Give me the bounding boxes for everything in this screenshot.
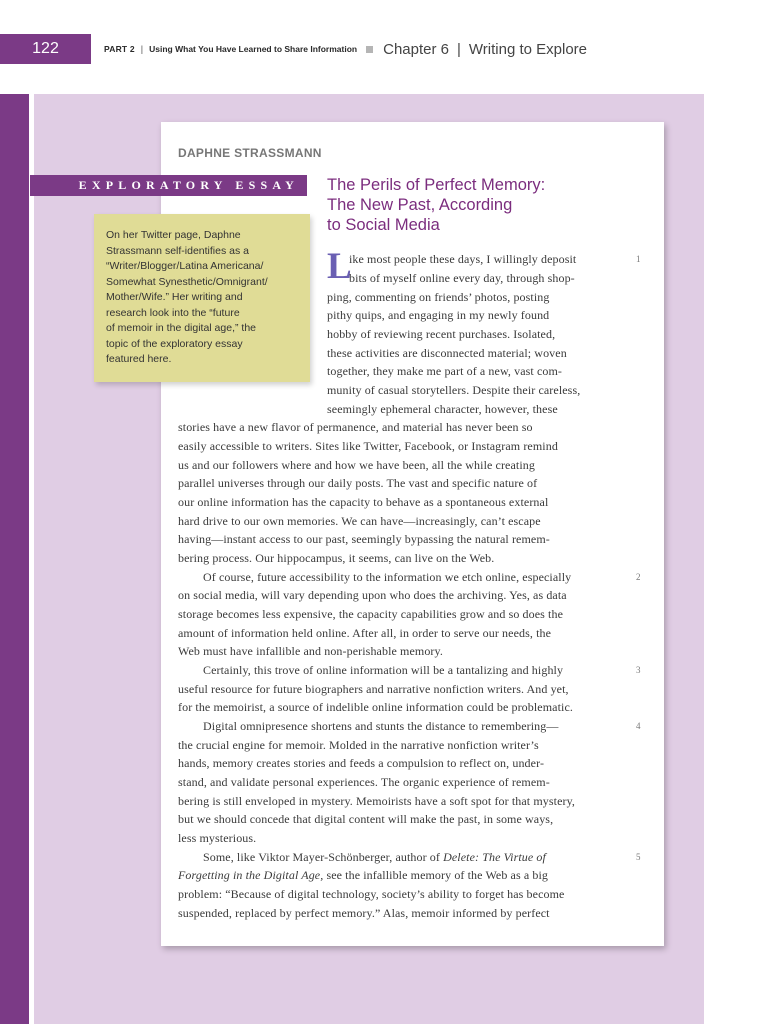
note-line: Somewhat Synesthetic/Omnigrant/ xyxy=(106,275,268,288)
body-line: amount of information held online. After all, in order to serve our needs, the xyxy=(178,626,552,640)
body-line: Certainly, this trove of online information will be a tantalizing and highly xyxy=(203,663,564,677)
body-line: ping, commenting on friends’ photos, posting xyxy=(327,290,550,304)
body-line: Of course, future accessibility to the information we etch online, especially xyxy=(203,570,572,584)
chapter-label: Chapter 6 xyxy=(383,40,449,58)
body-line: us and our followers where and how we have been, all the while creating xyxy=(178,458,535,472)
body-line: the crucial engine for memoir. Molded in the narrative nonfiction writer’s xyxy=(178,738,539,752)
body-line: suspended, replaced by perfect memory.” Alas, memoir informed by perfect xyxy=(178,906,550,920)
body-line: problem: “Because of digital technology, society’s ability to forget has become xyxy=(178,887,565,901)
drop-cap: L xyxy=(327,246,352,287)
title-line: The New Past, According xyxy=(327,196,513,214)
paragraph-number: 4 xyxy=(636,721,641,731)
body-line: stories have a new flavor of permanence, and material has never been so xyxy=(178,420,533,434)
note-line: research look into the “future xyxy=(106,306,240,319)
note-line: Strassmann self-identifies as a xyxy=(106,244,249,257)
body-line: bering is still enveloped in mystery. Memoirists have a soft spot for that mystery, xyxy=(178,794,576,808)
body-line: easily accessible to writers. Sites like Twitter, Facebook, or Instagram remind xyxy=(178,439,558,453)
body-line: storage becomes less expensive, the capacity capabilities grow and so does the xyxy=(178,607,564,621)
body-line: together, they make me part of a new, vast com- xyxy=(327,364,563,378)
page-number: 122 xyxy=(0,34,91,64)
note-line: Mother/Wife.” Her writing and xyxy=(106,291,243,303)
title-line: to Social Media xyxy=(327,216,440,234)
margin-strip xyxy=(0,94,29,1024)
body-line: Web must have infallible and non-perishable memory. xyxy=(178,644,443,658)
body-line: munity of casual storytellers. Despite their careless, xyxy=(327,383,581,397)
body-text: see the infallible memory of the Web as a big xyxy=(326,868,549,882)
body-line xyxy=(203,848,621,867)
body-line: bits of myself online every day, through shop- xyxy=(349,271,575,285)
body-line: pithy quips, and engaging in my newly found xyxy=(327,308,550,322)
body-line: these activities are disconnected material; woven xyxy=(327,346,567,360)
author-note xyxy=(94,214,310,382)
author-name: DAPHNE STRASSMANN xyxy=(178,146,322,160)
essay-type-label: EXPLORATORY ESSAY xyxy=(30,175,307,196)
body-line: ike most people these days, I willingly deposit xyxy=(349,252,577,266)
note-line: of memoir in the digital age,” the xyxy=(106,322,256,334)
separator: | xyxy=(456,40,461,58)
body-line: Digital omnipresence shortens and stunts the distance to remembering— xyxy=(203,719,559,733)
body-line: stand, and validate personal experiences. The organic experience of remem- xyxy=(178,775,550,789)
separator: | xyxy=(140,44,144,54)
part-title: Using What You Have Learned to Share Information xyxy=(149,44,358,54)
note-line: topic of the exploratory essay xyxy=(106,337,243,350)
body-line: our online information has the capacity to behave as a spontaneous external xyxy=(178,495,549,509)
body-line: on social media, will vary depending upon who does the archiving. Yes, as data xyxy=(178,588,567,602)
body-line: hobby of reviewing recent purchases. Isolated, xyxy=(327,327,556,341)
body-line: bering process. Our hippocampus, it seems, can live on the Web. xyxy=(178,551,495,565)
running-head xyxy=(104,38,587,60)
body-line: hands, memory creates stories and feeds a compulsion to reflect on, under- xyxy=(178,756,545,770)
body-line xyxy=(178,866,621,885)
body-line: hard drive to our own memories. We can have—increasingly, can’t escape xyxy=(178,514,541,528)
body-line: but we should concede that digital content will make the past, in some ways, xyxy=(178,812,554,826)
note-line: On her Twitter page, Daphne xyxy=(106,229,241,241)
book-title-italic: Delete: The Virtue of xyxy=(443,850,546,864)
body-line: useful resource for future biographers and narrative nonfiction writers. And yet, xyxy=(178,682,569,696)
body-line: having—instant access to our past, seemingly bypassing the natural remem- xyxy=(178,532,550,546)
note-line: “Writer/Blogger/Latina Americana/ xyxy=(106,260,264,272)
title-line: The Perils of Perfect Memory: xyxy=(327,176,546,194)
paragraph-number: 5 xyxy=(636,852,641,862)
body-text: Some, like Viktor Mayer-Schönberger, author of xyxy=(203,850,440,864)
part-label: PART 2 xyxy=(104,44,135,54)
note-line: featured here. xyxy=(106,353,172,365)
paragraph-number: 3 xyxy=(636,665,641,675)
body-line: for the memoirist, a source of indelible online information could be problematic. xyxy=(178,700,573,714)
book-title-italic: Forgetting in the Digital Age, xyxy=(178,868,324,882)
square-bullet-icon xyxy=(366,46,373,53)
body-line: seemingly ephemeral character, however, these xyxy=(327,402,558,416)
body-line: parallel universes through our daily posts. The vast and specific nature of xyxy=(178,476,538,490)
paragraph-number: 1 xyxy=(636,254,641,264)
paragraph-number: 2 xyxy=(636,572,641,582)
body-line: less mysterious. xyxy=(178,831,257,845)
essay-title xyxy=(327,175,627,235)
chapter-title: Writing to Explore xyxy=(468,40,587,58)
